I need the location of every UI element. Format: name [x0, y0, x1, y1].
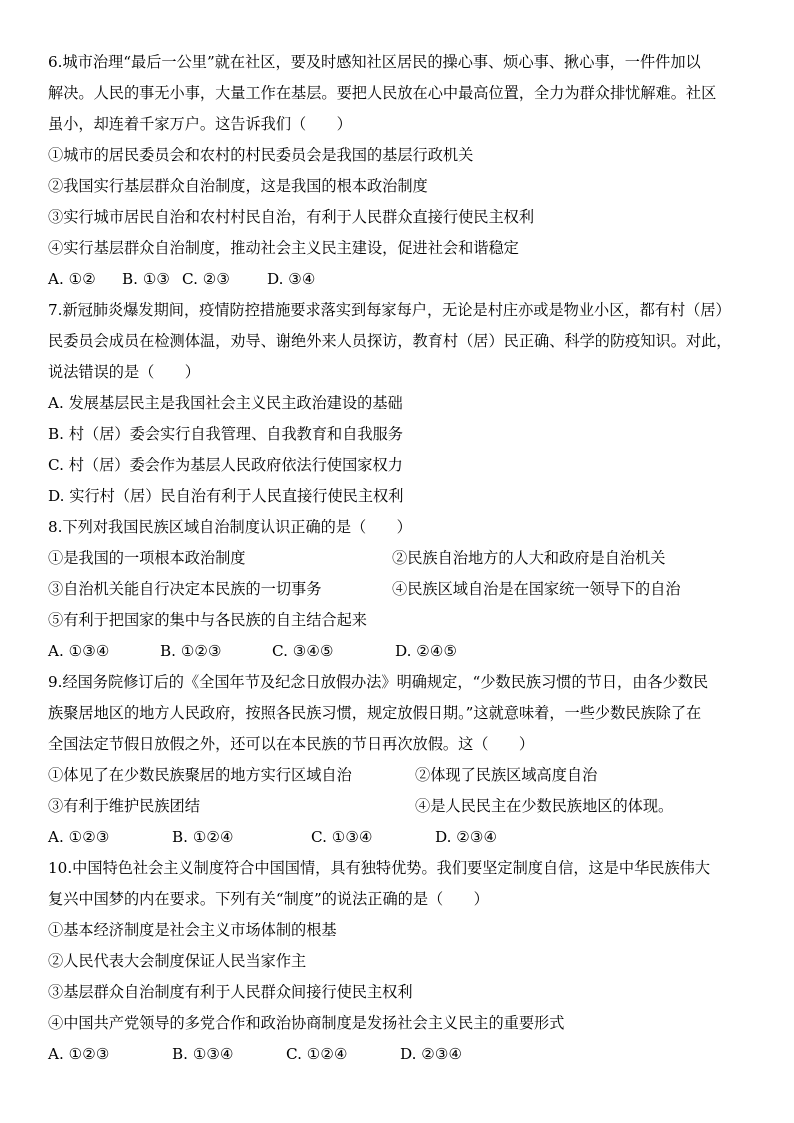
question-9-stem-line: 9.经国务院修订后的《全国年节及纪念日放假办法》明确规定，“少数民族习惯的节日，由各少数民 — [48, 673, 709, 691]
question-10-item: ②人民代表大会制度保证人民当家作主 — [48, 952, 307, 970]
question-6-item: ③实行城市居民自治和农村村民自治，有利于人民群众直接行使民主权利 — [48, 208, 534, 226]
question-10-stem-line: 10.中国特色社会主义制度符合中国国情，具有独特优势。我们要坚定制度自信，这是中华民族伟大 — [48, 859, 711, 877]
question-8-item: ④民族区域自治是在国家统一领导下的自治 — [392, 580, 681, 598]
question-7-stem-line: 说法错误的是（ ） — [48, 363, 200, 381]
question-9-item-row — [48, 760, 753, 791]
option-d: D. ②③④ — [435, 828, 498, 846]
option-c: C. ②③ — [182, 270, 230, 288]
option-a: A. ①③④ — [48, 642, 110, 660]
question-8-item-row — [48, 574, 753, 605]
question-9-stem-line: 族聚居地区的地方人民政府，按照各民族习惯，规定放假日期。”这就意味着，一些少数民族除了在 — [48, 704, 702, 722]
question-7 — [48, 295, 753, 512]
option-b: B. ①②④ — [172, 828, 234, 846]
exam-content — [48, 47, 753, 1070]
question-8-item: ⑤有利于把国家的集中与各民族的自主结合起来 — [48, 611, 367, 629]
option-c: C. ①②④ — [286, 1045, 348, 1063]
question-7-option-a: A. 发展基层民主是我国社会主义民主政治建设的基础 — [48, 394, 403, 412]
option-c: C. ③④⑤ — [272, 642, 334, 660]
question-10-item: ③基层群众自治制度有利于人民群众间接行使民主权利 — [48, 983, 413, 1001]
question-8 — [48, 512, 753, 667]
option-b: B. ①②③ — [160, 642, 222, 660]
question-7-option-d: D. 实行村（居）民自治有利于人民直接行使民主权利 — [48, 487, 404, 505]
question-7-stem-line: 民委员会成员在检测体温，劝导、谢绝外来人员探访，教育村（居）民正确、科学的防疫知识。对此， — [48, 332, 732, 350]
question-9-item: ③有利于维护民族团结 — [48, 797, 200, 815]
question-9-item: ②体现了民族区域高度自治 — [415, 766, 598, 784]
question-7-option-c: C. 村（居）委会作为基层人民政府依法行使国家权力 — [48, 456, 403, 474]
question-10-item: ①基本经济制度是社会主义市场体制的根基 — [48, 921, 337, 939]
question-9-options — [48, 822, 753, 853]
question-6-options — [48, 264, 753, 295]
question-8-item: ③自治机关能自行决定本民族的一切事务 — [48, 580, 322, 598]
question-8-item: ①是我国的一项根本政治制度 — [48, 549, 246, 567]
option-b: B. ①③④ — [172, 1045, 234, 1063]
question-9-item: ①体见了在少数民族聚居的地方实行区域自治 — [48, 766, 352, 784]
option-d: D. ②④⑤ — [395, 642, 458, 660]
question-10-options — [48, 1039, 753, 1070]
question-10-item: ④中国共产党领导的多党合作和政治协商制度是发扬社会主义民主的重要形式 — [48, 1014, 565, 1032]
question-7-stem-line: 7.新冠肺炎爆发期间，疫情防控措施要求落实到每家每户，无论是村庄亦或是物业小区，都有村（居） — [48, 301, 731, 319]
option-c: C. ①③④ — [311, 828, 373, 846]
question-6-stem-line: 6.城市治理“最后一公里”就在社区，要及时感知社区居民的操心事、烦心事、揪心事，一件件加以 — [48, 53, 701, 71]
question-8-options — [48, 636, 753, 667]
question-9 — [48, 667, 753, 853]
question-7-option-b: B. 村（居）委会实行自我管理、自我教育和自我服务 — [48, 425, 403, 443]
option-a: A. ①②③ — [48, 1045, 110, 1063]
question-9-item-row — [48, 791, 753, 822]
question-6 — [48, 47, 753, 295]
option-d: D. ③④ — [267, 270, 316, 288]
question-6-stem-line: 虽小，却连着千家万户。这告诉我们（ ） — [48, 115, 352, 133]
option-b: B. ①③ — [122, 270, 171, 288]
option-d: D. ②③④ — [400, 1045, 463, 1063]
question-6-stem-line: 解决。人民的事无小事，大量工作在基层。要把人民放在心中最高位置，全力为群众排忧解难。社区 — [48, 84, 717, 102]
question-8-item-row — [48, 543, 753, 574]
question-10 — [48, 853, 753, 1070]
question-8-item: ②民族自治地方的人大和政府是自治机关 — [392, 549, 666, 567]
question-8-stem-line: 8.下列对我国民族区域自治制度认识正确的是（ ） — [48, 518, 412, 536]
question-9-item: ④是人民民主在少数民族地区的体现。 — [415, 797, 674, 815]
question-6-item: ②我国实行基层群众自治制度，这是我国的根本政治制度 — [48, 177, 428, 195]
question-6-item: ①城市的居民委员会和农村的村民委员会是我国的基层行政机关 — [48, 146, 474, 164]
option-a: A. ①② — [48, 270, 96, 288]
option-a: A. ①②③ — [48, 828, 110, 846]
question-10-stem-line: 复兴中国梦的内在要求。下列有关“制度”的说法正确的是（ ） — [48, 890, 489, 908]
question-9-stem-line: 全国法定节假日放假之外，还可以在本民族的节日再次放假。这（ ） — [48, 735, 534, 753]
question-6-item: ④实行基层群众自治制度，推动社会主义民主建设，促进社会和谐稳定 — [48, 239, 519, 257]
